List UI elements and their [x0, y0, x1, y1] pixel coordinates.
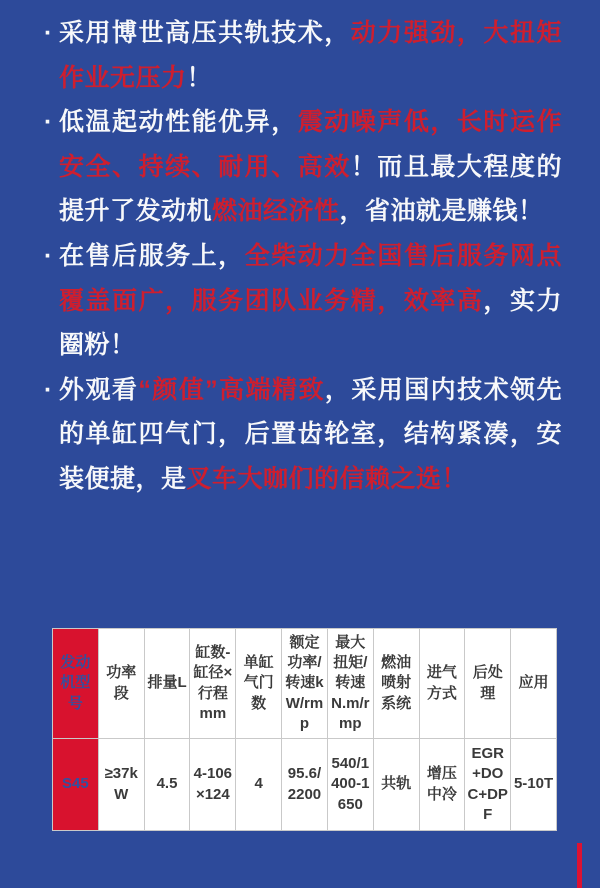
col-header-rated-power-speed: 额定功率/转速kW/rmp: [282, 629, 328, 739]
cell-aftertreatment: EGR+DOC+DPF: [465, 739, 511, 831]
feature-item-cold-start: [44, 100, 562, 234]
text-segment: 采用博世高压共轨技术，: [59, 19, 351, 47]
text-segment: 震动噪声低，长时运作安全、持续、耐用、高效: [59, 108, 562, 181]
col-header-intake-type: 进气方式: [419, 629, 465, 739]
text-segment: 燃油经济性: [212, 197, 340, 226]
cell-cylinders-bore-stroke: 4-106×124: [190, 739, 236, 831]
text-segment: ！: [186, 63, 213, 92]
bullet-dot: ·: [44, 241, 53, 270]
accent-red-bar: [577, 843, 582, 888]
engine-spec-table: [52, 628, 557, 831]
col-header-fuel-injection-system: 燃油喷射系统: [373, 629, 419, 739]
cell-valves-per-cylinder: 4: [236, 739, 282, 831]
feature-item-appearance: [44, 368, 562, 502]
bullet-dot: ·: [44, 108, 53, 137]
cell-displacement: 4.5: [144, 739, 190, 831]
feature-bullet-list: [44, 11, 562, 502]
col-header-engine-model: 发动机型号: [53, 629, 99, 739]
cell-application: 5-10T: [511, 739, 557, 831]
cell-rated-power-speed: 95.6/2200: [282, 739, 328, 831]
text-segment: 在售后服务上，: [59, 241, 245, 270]
text-segment: “颜值”高端精致: [138, 375, 325, 404]
cell-engine-model: S45: [53, 739, 99, 831]
text-segment: ，采用国内技术领先的单缸四气门，后置齿轮室，结构紧凑，安装便捷，是: [59, 375, 562, 493]
cell-intake-type: 增压中冷: [419, 739, 465, 831]
col-header-max-torque-speed: 最大扭矩/转速N.m/rmp: [327, 629, 373, 739]
col-header-valves-per-cylinder: 单缸气门数: [236, 629, 282, 739]
text-segment: ，省油就是赚钱！: [339, 197, 544, 226]
spec-header-row: [53, 629, 557, 739]
text-segment: ，实力圈粉！: [59, 286, 562, 360]
feature-item-after-sales: [44, 234, 562, 368]
col-header-displacement: 排量L: [144, 629, 190, 739]
text-segment: ！而且最大程度的提升了发动机: [59, 152, 562, 226]
bullet-dot: ·: [44, 19, 53, 47]
cell-max-torque-speed: 540/1400-1650: [327, 739, 373, 831]
col-header-application: 应用: [511, 629, 557, 739]
spec-table-row: [53, 739, 557, 831]
text-segment: 全柴动力全国售后服务网点覆盖面广，服务团队业务精，效率高: [59, 241, 562, 315]
text-segment: 动力强劲，大扭矩作业无压力: [59, 19, 562, 92]
text-segment: 叉车大咖们的信赖之选！: [186, 464, 468, 493]
col-header-aftertreatment: 后处理: [465, 629, 511, 739]
cell-power-range: ≥37kW: [98, 739, 144, 831]
text-segment: 低温起动性能优异，: [59, 108, 298, 137]
feature-item-common-rail: [44, 11, 562, 100]
col-header-power-range: 功率段: [98, 629, 144, 739]
bullet-dot: ·: [44, 375, 53, 404]
text-segment: 外观看: [59, 375, 139, 404]
cell-fuel-injection-system: 共轨: [373, 739, 419, 831]
col-header-cylinders-bore-stroke: 缸数-缸径×行程mm: [190, 629, 236, 739]
